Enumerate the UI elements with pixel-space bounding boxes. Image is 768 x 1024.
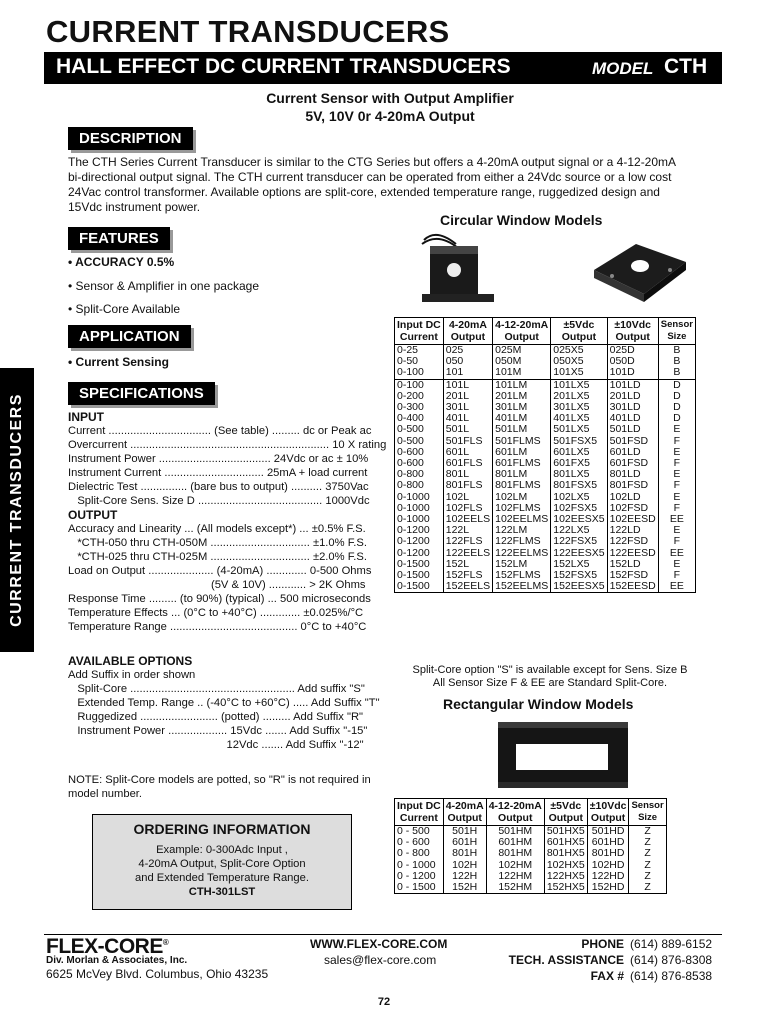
table-cell: F bbox=[658, 536, 695, 547]
table-cell: E bbox=[658, 424, 695, 435]
table-cell: 801LX5 bbox=[551, 469, 607, 480]
company-logo: FLEX-CORE® bbox=[46, 935, 169, 958]
table-cell: 102FLS bbox=[443, 503, 492, 514]
table-cell: 101 bbox=[443, 367, 492, 379]
col-header: 4-20mA Output bbox=[443, 799, 486, 826]
side-tab-label: CURRENT TRANSDUCERS bbox=[8, 393, 25, 627]
table-cell: 152H bbox=[443, 882, 486, 894]
phone-label: PHONE bbox=[581, 937, 624, 951]
ordering-line: 4-20mA Output, Split-Core Option bbox=[138, 858, 306, 870]
spec-output-heading: OUTPUT bbox=[68, 508, 118, 522]
table-cell: 102HX5 bbox=[544, 860, 587, 871]
table-cell: 152L bbox=[443, 559, 492, 570]
description-text bbox=[68, 155, 708, 215]
model-label: MODEL bbox=[592, 59, 654, 78]
table-cell: E bbox=[658, 492, 695, 503]
spec-line: Current ................................. (See table) ......... dc or Peak ac bbox=[68, 425, 372, 437]
table-row bbox=[395, 536, 696, 547]
option-line: Add Suffix in order shown bbox=[68, 669, 196, 681]
table-cell: 0-800 bbox=[395, 480, 444, 491]
feature-text: Split-Core Available bbox=[75, 302, 181, 316]
table-cell: 601FLS bbox=[443, 458, 492, 469]
table-cell: D bbox=[658, 391, 695, 402]
feature-item: • ACCURACY 0.5% bbox=[68, 255, 175, 269]
table-cell: 501FSX5 bbox=[551, 436, 607, 447]
table-cell: 102EELS bbox=[443, 514, 492, 525]
col-header: 4-12-20mA Output bbox=[493, 318, 551, 345]
table-cell: 0-300 bbox=[395, 402, 444, 413]
circular-models-table bbox=[394, 317, 696, 593]
table-cell: 0-1500 bbox=[395, 581, 444, 593]
table-cell: 152FLMS bbox=[493, 570, 551, 581]
table-cell: 122LM bbox=[493, 525, 551, 536]
table-cell: 101M bbox=[493, 367, 551, 379]
table-cell: 122FSX5 bbox=[551, 536, 607, 547]
table-cell: 0-1500 bbox=[395, 559, 444, 570]
note bbox=[68, 773, 371, 801]
table-row bbox=[395, 345, 696, 357]
option-line: 12Vdc ....... Add Suffix "-12" bbox=[68, 739, 364, 751]
table-cell: EE bbox=[658, 548, 695, 559]
table-cell: 122HX5 bbox=[544, 871, 587, 882]
option-line: Extended Temp. Range .. (-40°C to +60°C) ..... Add Suffix "T" bbox=[68, 697, 380, 709]
spec-line: Load on Output ..................... (4-20mA) ............. 0-500 Ohms bbox=[68, 565, 372, 577]
table-cell: 501HD bbox=[587, 826, 629, 838]
spec-line: Dielectric Test ............... (bare bus to output) .......... 3750Vac bbox=[68, 481, 369, 493]
table-cell: 152EESX5 bbox=[551, 581, 607, 593]
table-cell: 152EELMS bbox=[493, 581, 551, 593]
table-cell: 801FSX5 bbox=[551, 480, 607, 491]
option-line: Instrument Power ................... 15Vdc ....... Add Suffix "-15" bbox=[68, 725, 368, 737]
application-heading: APPLICATION bbox=[68, 325, 191, 348]
ordering-heading: ORDERING INFORMATION bbox=[133, 821, 311, 837]
spec-line: Split-Core Sens. Size D ........................................ 1000Vdc bbox=[68, 495, 370, 507]
table-cell: 102LX5 bbox=[551, 492, 607, 503]
table-cell: 0-1500 bbox=[395, 570, 444, 581]
table-cell: 0-500 bbox=[395, 436, 444, 447]
table-cell: 025 bbox=[443, 345, 492, 357]
table-row bbox=[395, 548, 696, 559]
email-link[interactable]: sales@flex-core.com bbox=[324, 953, 437, 967]
table-cell: 301LD bbox=[607, 402, 658, 413]
table-cell: 0 - 1200 bbox=[395, 871, 444, 882]
table-cell: 152LD bbox=[607, 559, 658, 570]
split-note-line: All Sensor Size F & EE are Standard Split-Core. bbox=[432, 677, 668, 689]
col-header: ±10Vdc Output bbox=[587, 799, 629, 826]
table-cell: 801HX5 bbox=[544, 848, 587, 859]
table-cell: F bbox=[658, 436, 695, 447]
table-cell: F bbox=[658, 480, 695, 491]
table-header-row bbox=[395, 799, 667, 826]
spec-input-heading: INPUT bbox=[68, 410, 104, 424]
table-cell: 152HX5 bbox=[544, 882, 587, 894]
table-cell: 601FX5 bbox=[551, 458, 607, 469]
table-cell: 0-100 bbox=[395, 379, 444, 391]
website-link[interactable]: WWW.FLEX-CORE.COM bbox=[310, 937, 448, 951]
table-cell: 102HD bbox=[587, 860, 629, 871]
table-cell: 601HM bbox=[486, 837, 544, 848]
table-cell: 102LD bbox=[607, 492, 658, 503]
table-cell: 801FLS bbox=[443, 480, 492, 491]
table-row bbox=[395, 848, 667, 859]
table-row bbox=[395, 402, 696, 413]
table-cell: F bbox=[658, 458, 695, 469]
table-cell: 102HM bbox=[486, 860, 544, 871]
features-heading: FEATURES bbox=[68, 227, 170, 250]
options-heading: AVAILABLE OPTIONS bbox=[68, 654, 193, 668]
table-cell: 102EELMS bbox=[493, 514, 551, 525]
table-cell: 401L bbox=[443, 413, 492, 424]
table-cell: 152LX5 bbox=[551, 559, 607, 570]
table-cell: 801FLMS bbox=[493, 480, 551, 491]
table-cell: EE bbox=[658, 514, 695, 525]
table-cell: Z bbox=[629, 848, 666, 859]
table-cell: 0-1200 bbox=[395, 536, 444, 547]
note-line: NOTE: Split-Core models are potted, so "R" is not required in bbox=[68, 774, 371, 786]
table-cell: 050D bbox=[607, 356, 658, 367]
table-cell: 0 - 1000 bbox=[395, 860, 444, 871]
option-line: Split-Core ..................................................... Add suffix "S" bbox=[68, 683, 365, 695]
table-row bbox=[395, 356, 696, 367]
table-cell: Z bbox=[629, 837, 666, 848]
table-cell: Z bbox=[629, 871, 666, 882]
table-cell: 0-1000 bbox=[395, 514, 444, 525]
table-cell: 501L bbox=[443, 424, 492, 435]
table-cell: 201LM bbox=[493, 391, 551, 402]
spec-line: Response Time ......... (to 90%) (typical) ... 500 microseconds bbox=[68, 593, 371, 605]
table-cell: 0 - 1500 bbox=[395, 882, 444, 894]
table-cell: 102FSD bbox=[607, 503, 658, 514]
table-cell: 0-200 bbox=[395, 391, 444, 402]
table-cell: 102FSX5 bbox=[551, 503, 607, 514]
table-row bbox=[395, 367, 696, 379]
ordering-line: and Extended Temperature Range. bbox=[135, 872, 309, 884]
table-row bbox=[395, 458, 696, 469]
application-text: Current Sensing bbox=[75, 355, 169, 369]
spec-line: Instrument Current ................................ 25mA + load current bbox=[68, 467, 368, 479]
table-cell: 101LM bbox=[493, 379, 551, 391]
feature-item: • Sensor & Amplifier in one package bbox=[68, 279, 259, 293]
table-cell: 601LD bbox=[607, 447, 658, 458]
table-cell: 301LM bbox=[493, 402, 551, 413]
table-cell: F bbox=[658, 570, 695, 581]
side-tab bbox=[0, 368, 34, 652]
rectangular-models-table bbox=[394, 798, 667, 894]
title-bar bbox=[44, 52, 722, 84]
table-row bbox=[395, 514, 696, 525]
table-cell: 801LM bbox=[493, 469, 551, 480]
table-cell: 501FSD bbox=[607, 436, 658, 447]
table-cell: 301L bbox=[443, 402, 492, 413]
table-cell: 0-500 bbox=[395, 424, 444, 435]
subtitle-line-2: 5V, 10V 0r 4-20mA Output bbox=[305, 108, 475, 124]
table-cell: 501FLMS bbox=[493, 436, 551, 447]
col-header: Input DC Current bbox=[395, 318, 444, 345]
table-cell: 801L bbox=[443, 469, 492, 480]
circular-sensor-photo-2 bbox=[590, 230, 690, 306]
table-cell: 0 - 800 bbox=[395, 848, 444, 859]
table-cell: D bbox=[658, 402, 695, 413]
model-name: CTH bbox=[664, 55, 708, 78]
table-cell: 601HD bbox=[587, 837, 629, 848]
description-line: 24Vac control transformer. Available options are split-core, extended temperature range, ruggedized design and bbox=[68, 185, 660, 199]
table-cell: Z bbox=[629, 826, 666, 838]
table-cell: B bbox=[658, 356, 695, 367]
tech-assistance-number: (614) 876-8308 bbox=[630, 953, 713, 967]
available-options bbox=[68, 654, 380, 752]
footer bbox=[44, 934, 722, 985]
table-cell: 102LM bbox=[493, 492, 551, 503]
subtitle-line-1: Current Sensor with Output Amplifier bbox=[266, 90, 514, 106]
col-header: Input DC Current bbox=[395, 799, 444, 826]
table-cell: 501LD bbox=[607, 424, 658, 435]
rectangular-table-body bbox=[395, 826, 667, 894]
split-note-line: Split-Core option "S" is available except for Sens. Size B bbox=[412, 664, 688, 676]
table-cell: 401LX5 bbox=[551, 413, 607, 424]
table-cell: EE bbox=[658, 581, 695, 593]
table-cell: 601FSD bbox=[607, 458, 658, 469]
table-row bbox=[395, 581, 696, 593]
circular-table-body bbox=[395, 345, 696, 593]
circular-window-title: Circular Window Models bbox=[440, 212, 603, 228]
table-cell: 0 - 600 bbox=[395, 837, 444, 848]
table-cell: E bbox=[658, 469, 695, 480]
table-row bbox=[395, 379, 696, 391]
table-cell: 102EESD bbox=[607, 514, 658, 525]
table-cell: 050M bbox=[493, 356, 551, 367]
table-cell: 122L bbox=[443, 525, 492, 536]
circular-sensor-photo bbox=[418, 222, 498, 310]
company-division: Div. Morlan & Associates, Inc. bbox=[46, 955, 188, 966]
table-cell: 0-1000 bbox=[395, 503, 444, 514]
spec-input bbox=[68, 410, 386, 634]
table-cell: 0-50 bbox=[395, 356, 444, 367]
table-cell: 0-1200 bbox=[395, 525, 444, 536]
table-cell: 101LD bbox=[607, 379, 658, 391]
table-cell: F bbox=[658, 503, 695, 514]
table-cell: 152EESD bbox=[607, 581, 658, 593]
table-cell: D bbox=[658, 413, 695, 424]
table-cell: 122HM bbox=[486, 871, 544, 882]
feature-text: ACCURACY 0.5% bbox=[75, 255, 175, 269]
col-header: 4-20mA Output bbox=[443, 318, 492, 345]
table-cell: 122FLS bbox=[443, 536, 492, 547]
table-cell: 401LM bbox=[493, 413, 551, 424]
table-cell: 601LM bbox=[493, 447, 551, 458]
table-row bbox=[395, 447, 696, 458]
table-cell: 0-100 bbox=[395, 367, 444, 379]
table-cell: 0 - 500 bbox=[395, 826, 444, 838]
spec-line: *CTH-050 thru CTH-050M ................................ ±1.0% F.S. bbox=[68, 537, 367, 549]
table-cell: 0-800 bbox=[395, 469, 444, 480]
table-cell: 102H bbox=[443, 860, 486, 871]
table-cell: 801HM bbox=[486, 848, 544, 859]
table-cell: 122H bbox=[443, 871, 486, 882]
spec-line: *CTH-025 thru CTH-025M ................................ ±2.0% F.S. bbox=[68, 551, 367, 563]
table-cell: 201LD bbox=[607, 391, 658, 402]
table-cell: 122FLMS bbox=[493, 536, 551, 547]
table-cell: 501HX5 bbox=[544, 826, 587, 838]
ordering-line: Example: 0-300Adc Input , bbox=[156, 844, 288, 856]
table-row bbox=[395, 436, 696, 447]
table-cell: 801LD bbox=[607, 469, 658, 480]
col-header: ±5Vdc Output bbox=[551, 318, 607, 345]
table-row bbox=[395, 525, 696, 536]
company-address: 6625 McVey Blvd. Columbus, Ohio 43235 bbox=[46, 967, 269, 981]
table-cell: 102FLMS bbox=[493, 503, 551, 514]
table-cell: B bbox=[658, 345, 695, 357]
table-cell: 152FSX5 bbox=[551, 570, 607, 581]
col-header: ±5Vdc Output bbox=[544, 799, 587, 826]
table-row bbox=[395, 480, 696, 491]
table-cell: B bbox=[658, 367, 695, 379]
table-cell: 0-1200 bbox=[395, 548, 444, 559]
table-cell: 601FLMS bbox=[493, 458, 551, 469]
page-number: 72 bbox=[377, 996, 391, 1008]
table-cell: 122EESX5 bbox=[551, 548, 607, 559]
table-cell: 501LM bbox=[493, 424, 551, 435]
table-cell: 025D bbox=[607, 345, 658, 357]
tech-assistance-label: TECH. ASSISTANCE bbox=[508, 953, 624, 967]
table-cell: 0-400 bbox=[395, 413, 444, 424]
ordering-information-box bbox=[92, 814, 352, 910]
table-cell: 152EELS bbox=[443, 581, 492, 593]
application-item: • Current Sensing bbox=[68, 355, 169, 369]
spec-line: Instrument Power .................................... 24Vdc or ac ± 10% bbox=[68, 453, 369, 465]
table-cell: 122EELS bbox=[443, 548, 492, 559]
table-cell: 050 bbox=[443, 356, 492, 367]
table-cell: 050X5 bbox=[551, 356, 607, 367]
table-cell: 0-600 bbox=[395, 447, 444, 458]
table-row bbox=[395, 882, 667, 894]
table-cell: 152FSD bbox=[607, 570, 658, 581]
table-row bbox=[395, 492, 696, 503]
table-row bbox=[395, 391, 696, 402]
col-header: Sensor Size bbox=[658, 318, 695, 345]
table-cell: 122EELMS bbox=[493, 548, 551, 559]
table-cell: Z bbox=[629, 860, 666, 871]
table-cell: D bbox=[658, 379, 695, 391]
table-cell: 122EESD bbox=[607, 548, 658, 559]
page-title: CURRENT TRANSDUCERS bbox=[46, 14, 450, 49]
table-cell: 101D bbox=[607, 367, 658, 379]
phone-number: (614) 889-6152 bbox=[630, 937, 713, 951]
table-cell: 152FLS bbox=[443, 570, 492, 581]
table-cell: 501HM bbox=[486, 826, 544, 838]
table-cell: 0-600 bbox=[395, 458, 444, 469]
table-cell: Z bbox=[629, 882, 666, 894]
table-cell: 101L bbox=[443, 379, 492, 391]
spec-line: Temperature Range ......................................... 0°C to +40°C bbox=[68, 621, 367, 633]
table-cell: 025X5 bbox=[551, 345, 607, 357]
table-cell: 025M bbox=[493, 345, 551, 357]
feature-text: Sensor & Amplifier in one package bbox=[75, 279, 259, 293]
description-line: 15Vdc instrument power. bbox=[68, 200, 201, 214]
table-cell: 601L bbox=[443, 447, 492, 458]
table-cell: 801HD bbox=[587, 848, 629, 859]
spec-line: Accuracy and Linearity ... (All models except*) ... ±0.5% F.S. bbox=[68, 523, 366, 535]
table-cell: 0-25 bbox=[395, 345, 444, 357]
table-cell: 801FSD bbox=[607, 480, 658, 491]
option-line: Ruggedized ......................... (potted) ......... Add Suffix "R" bbox=[68, 711, 364, 723]
col-header: Sensor Size bbox=[629, 799, 666, 826]
spec-line: Overcurrent ................................................................ 10 X rating bbox=[68, 439, 387, 451]
table-cell: 0-1000 bbox=[395, 492, 444, 503]
description-heading: DESCRIPTION bbox=[68, 127, 193, 150]
specifications-heading: SPECIFICATIONS bbox=[68, 382, 215, 405]
spec-line: Temperature Effects ... (0°C to +40°C) ............. ±0.025%/°C bbox=[68, 607, 364, 619]
table-row bbox=[395, 469, 696, 480]
title-bar-text: HALL EFFECT DC CURRENT TRANSDUCERS bbox=[56, 55, 511, 78]
rectangular-sensor-photo bbox=[494, 716, 634, 792]
col-header: ±10Vdc Output bbox=[607, 318, 658, 345]
spec-line: (5V & 10V) ............ > 2K Ohms bbox=[68, 579, 366, 591]
table-cell: 401LD bbox=[607, 413, 658, 424]
split-core-note bbox=[380, 664, 720, 690]
table-cell: 801H bbox=[443, 848, 486, 859]
table-cell: 501LX5 bbox=[551, 424, 607, 435]
description-line: bi-directional output signal. The CTH current transducer can be operated from either a 24Vdc source or a low cost bbox=[68, 170, 672, 184]
fax-number: (614) 876-8538 bbox=[630, 969, 713, 983]
table-cell: 601LX5 bbox=[551, 447, 607, 458]
table-cell: 101X5 bbox=[551, 367, 607, 379]
table-cell: 201LX5 bbox=[551, 391, 607, 402]
table-cell: 601H bbox=[443, 837, 486, 848]
table-cell: E bbox=[658, 559, 695, 570]
table-cell: E bbox=[658, 447, 695, 458]
table-cell: 122LX5 bbox=[551, 525, 607, 536]
table-row bbox=[395, 559, 696, 570]
table-cell: 152HD bbox=[587, 882, 629, 894]
table-cell: E bbox=[658, 525, 695, 536]
table-cell: 301LX5 bbox=[551, 402, 607, 413]
table-cell: 501H bbox=[443, 826, 486, 838]
table-header-row bbox=[395, 318, 696, 345]
table-cell: 152HM bbox=[486, 882, 544, 894]
description-line: The CTH Series Current Transducer is similar to the CTG Series but offers a 4-20mA output signal or a 4-12-20mA bbox=[68, 155, 677, 169]
table-cell: 601HX5 bbox=[544, 837, 587, 848]
table-cell: 201L bbox=[443, 391, 492, 402]
fax-label: FAX # bbox=[590, 969, 624, 983]
table-row bbox=[395, 413, 696, 424]
table-row bbox=[395, 424, 696, 435]
ordering-model: CTH-301LST bbox=[188, 886, 256, 898]
table-cell: 122HD bbox=[587, 871, 629, 882]
table-cell: 102L bbox=[443, 492, 492, 503]
feature-item: • Split-Core Available bbox=[68, 302, 181, 316]
rectangular-window-title: Rectangular Window Models bbox=[443, 696, 634, 712]
table-cell: 122LD bbox=[607, 525, 658, 536]
table-cell: 102EESX5 bbox=[551, 514, 607, 525]
table-cell: 122FSD bbox=[607, 536, 658, 547]
table-cell: 152LM bbox=[493, 559, 551, 570]
note-line: model number. bbox=[68, 788, 143, 800]
table-cell: 101LX5 bbox=[551, 379, 607, 391]
table-cell: 501FLS bbox=[443, 436, 492, 447]
col-header: 4-12-20mA Output bbox=[486, 799, 544, 826]
